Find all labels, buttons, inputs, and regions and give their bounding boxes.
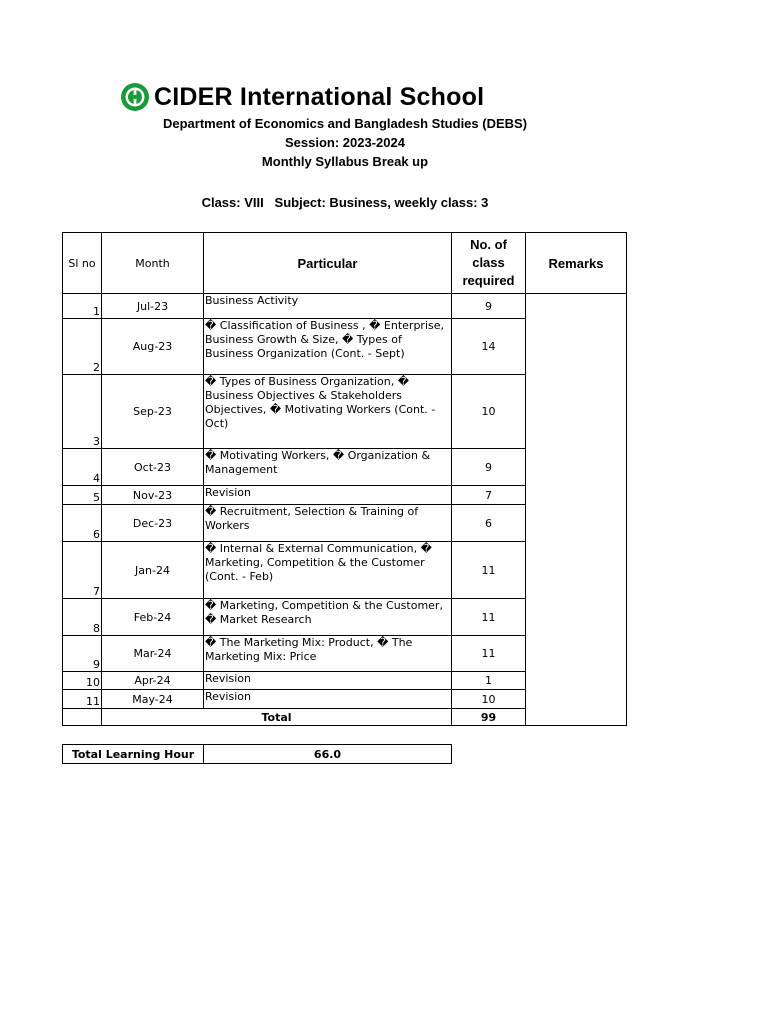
syllabus-table bbox=[62, 232, 627, 726]
class-subject-line: Class: VIII Subject: Business, weekly class: 3 bbox=[201, 195, 489, 210]
total-label: Total bbox=[102, 709, 452, 726]
row-sl: 8 bbox=[63, 599, 102, 636]
total-empty-cell bbox=[63, 709, 102, 726]
header-remarks: Remarks bbox=[526, 233, 627, 294]
row-sl: 7 bbox=[63, 542, 102, 599]
row-classes: 11 bbox=[452, 636, 526, 672]
row-particular: � The Marketing Mix: Product, � The Marketing Mix: Price bbox=[204, 636, 452, 672]
row-month: Sep-23 bbox=[102, 375, 204, 449]
row-particular: � Motivating Workers, � Organization & Management bbox=[204, 449, 452, 486]
row-classes: 7 bbox=[452, 486, 526, 505]
row-classes: 6 bbox=[452, 505, 526, 542]
row-month: Jul-23 bbox=[102, 294, 204, 319]
header-month: Month bbox=[102, 233, 204, 294]
header-particular: Particular bbox=[204, 233, 452, 294]
row-sl: 5 bbox=[63, 486, 102, 505]
row-particular: Revision bbox=[204, 690, 452, 709]
row-month: Nov-23 bbox=[102, 486, 204, 505]
document-title: Monthly Syllabus Break up bbox=[261, 154, 429, 169]
department-name: Department of Economics and Bangladesh Studies (DEBS) bbox=[162, 116, 528, 131]
row-month: Jan-24 bbox=[102, 542, 204, 599]
row-classes: 14 bbox=[452, 319, 526, 375]
total-value: 99 bbox=[452, 709, 526, 726]
row-sl: 10 bbox=[63, 672, 102, 690]
header-classes-required: No. of class required bbox=[452, 233, 526, 294]
row-sl: 11 bbox=[63, 690, 102, 709]
row-classes: 11 bbox=[452, 599, 526, 636]
table-header-row bbox=[63, 233, 627, 294]
row-classes: 10 bbox=[452, 375, 526, 449]
row-month: Feb-24 bbox=[102, 599, 204, 636]
learning-hour-row bbox=[63, 745, 452, 764]
learning-hour-value: 66.0 bbox=[204, 745, 452, 764]
school-title bbox=[120, 82, 484, 112]
school-name: CIDER International School bbox=[154, 83, 485, 111]
row-classes: 9 bbox=[452, 449, 526, 486]
row-particular: � Classification of Business , � Enterprise, Business Growth & Size, � Types of Business Organization (Cont. - Sept) bbox=[204, 319, 452, 375]
row-sl: 9 bbox=[63, 636, 102, 672]
learning-hour-table bbox=[62, 744, 452, 764]
row-particular: � Marketing, Competition & the Customer, � Market Research bbox=[204, 599, 452, 636]
row-particular: Revision bbox=[204, 672, 452, 690]
header-sl-no: Sl no bbox=[63, 233, 102, 294]
row-particular: � Recruitment, Selection & Training of Workers bbox=[204, 505, 452, 542]
row-month: Oct-23 bbox=[102, 449, 204, 486]
learning-hour-label: Total Learning Hour bbox=[63, 745, 204, 764]
row-particular: Business Activity bbox=[204, 294, 452, 319]
row-particular: Revision bbox=[204, 486, 452, 505]
row-particular: � Internal & External Communication, � Marketing, Competition & the Customer (Cont. - Feb) bbox=[204, 542, 452, 599]
row-particular: � Types of Business Organization, � Business Objectives & Stakeholders Objectives, � Motivating Workers (Cont. - Oct) bbox=[204, 375, 452, 449]
school-logo-icon bbox=[120, 82, 150, 112]
row-month: Dec-23 bbox=[102, 505, 204, 542]
row-sl: 3 bbox=[63, 375, 102, 449]
row-month: Mar-24 bbox=[102, 636, 204, 672]
row-classes: 10 bbox=[452, 690, 526, 709]
table-row bbox=[63, 294, 627, 319]
row-sl: 1 bbox=[63, 294, 102, 319]
row-month: Aug-23 bbox=[102, 319, 204, 375]
row-classes: 11 bbox=[452, 542, 526, 599]
row-sl: 2 bbox=[63, 319, 102, 375]
row-sl: 6 bbox=[63, 505, 102, 542]
row-classes: 9 bbox=[452, 294, 526, 319]
row-month: Apr-24 bbox=[102, 672, 204, 690]
remarks-cell bbox=[526, 294, 627, 726]
row-sl: 4 bbox=[63, 449, 102, 486]
session-label: Session: 2023-2024 bbox=[285, 135, 405, 150]
row-month: May-24 bbox=[102, 690, 204, 709]
row-classes: 1 bbox=[452, 672, 526, 690]
